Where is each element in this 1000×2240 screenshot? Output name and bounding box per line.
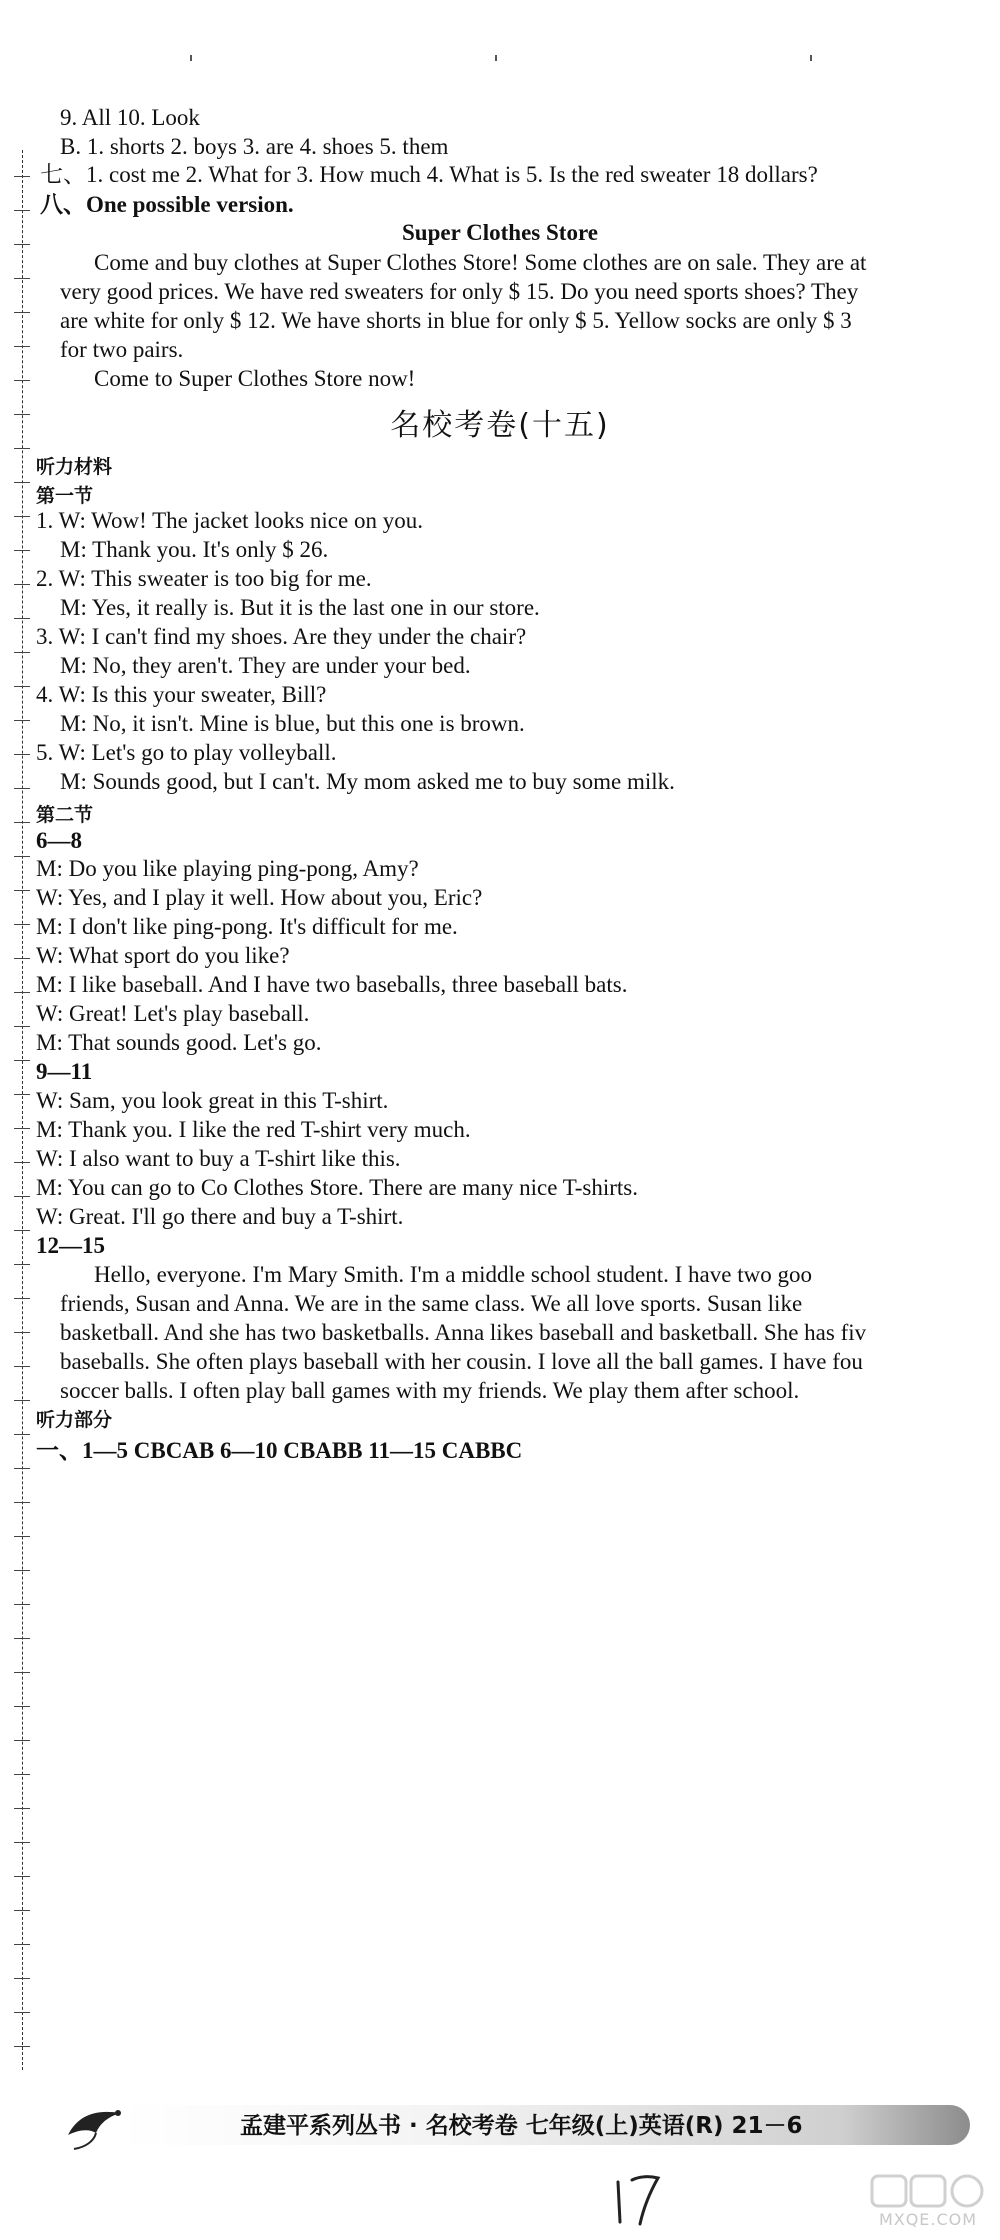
group-1-line-7: M: That sounds good. Let's go.: [36, 1030, 322, 1055]
group-3-line-3: basketball. And she has two basketballs. Anna likes baseball and basketball. She has fiv: [60, 1320, 867, 1345]
page-footer: [60, 2095, 960, 2155]
answer-line-4: 八、One possible version.: [40, 192, 294, 217]
group-1-line-6: W: Great! Let's play baseball.: [36, 1001, 310, 1026]
answer-line-1: 9. All 10. Look: [60, 105, 200, 130]
dialogue-4-m: M: No, it isn't. Mine is blue, but this one is brown.: [60, 711, 525, 736]
essay-title: Super Clothes Store: [402, 220, 598, 245]
group-2-line-2: M: Thank you. I like the red T-shirt very much.: [36, 1117, 471, 1142]
group-2-line-4: M: You can go to Co Clothes Store. There are many nice T-shirts.: [36, 1175, 638, 1200]
dialogue-2-w: 2. W: This sweater is too big for me.: [36, 566, 372, 591]
group-3-line-1: Hello, everyone. I'm Mary Smith. I'm a middle school student. I have two goo: [94, 1262, 812, 1287]
group-1-line-1: M: Do you like playing ping-pong, Amy?: [36, 856, 419, 881]
essay-line-4: for two pairs.: [60, 337, 184, 362]
watermark-logo: [868, 2170, 988, 2235]
dialogue-2-m: M: Yes, it really is. But it is the last one in our store.: [60, 595, 540, 620]
section-title: 名校考卷(十五): [390, 408, 610, 443]
answer-line-2: B. 1. shorts 2. boys 3. are 4. shoes 5. them: [60, 134, 449, 159]
group-3-line-2: friends, Susan and Anna. We are in the same class. We all love sports. Susan like: [60, 1291, 803, 1316]
dialogue-5-w: 5. W: Let's go to play volleyball.: [36, 740, 337, 765]
group-1-line-3: M: I don't like ping-pong. It's difficult for me.: [36, 914, 458, 939]
group-2-line-5: W: Great. I'll go there and buy a T-shirt.: [36, 1204, 404, 1229]
watermark-glyphs: [868, 2170, 988, 2210]
group-1-line-5: M: I like baseball. And I have two baseballs, three baseball bats.: [36, 972, 628, 997]
essay-closing: Come to Super Clothes Store now!: [94, 366, 416, 391]
listening-heading: 听力材料: [36, 456, 113, 478]
answer-line-3: 七、1. cost me 2. What for 3. How much 4. What is 5. Is the red sweater 18 dollars?: [40, 162, 818, 187]
dialogue-5-m: M: Sounds good, but I can't. My mom asked me to buy some milk.: [60, 769, 675, 794]
essay-line-1: Come and buy clothes at Super Clothes Store! Some clothes are on sale. They are at: [94, 250, 867, 275]
group-1-line-4: W: What sport do you like?: [36, 943, 290, 968]
part1-heading: 第一节: [36, 485, 94, 507]
group-1-label: 6—8: [36, 828, 82, 853]
essay-line-2: very good prices. We have red sweaters for only $ 15. Do you need sports shoes? They: [60, 279, 859, 304]
crane-logo-icon: [60, 2095, 130, 2155]
group-3-line-5: soccer balls. I often play ball games with my friends. We play them after school.: [60, 1378, 800, 1403]
footer-text: 孟建平系列丛书 · 名校考卷 七年级(上)英语(R) 21－6: [240, 2113, 803, 2139]
group-1-line-2: W: Yes, and I play it well. How about you, Eric?: [36, 885, 483, 910]
essay-line-3: are white for only $ 12. We have shorts in blue for only $ 5. Yellow socks are only $ 3: [60, 308, 852, 333]
dialogue-3-w: 3. W: I can't find my shoes. Are they under the chair?: [36, 624, 527, 649]
group-3-line-4: baseballs. She often plays baseball with her cousin. I love all the ball games. I have fou: [60, 1349, 863, 1374]
watermark-text: MXQE.COM: [878, 2210, 978, 2229]
dialogue-1-w: 1. W: Wow! The jacket looks nice on you.: [36, 508, 423, 533]
group-3-label: 12—15: [36, 1233, 105, 1258]
group-2-label: 9—11: [36, 1059, 93, 1084]
group-2-line-1: W: Sam, you look great in this T-shirt.: [36, 1088, 389, 1113]
answers-heading: 听力部分: [36, 1409, 113, 1431]
dialogue-3-m: M: No, they aren't. They are under your bed.: [60, 653, 471, 678]
answers-line: 一、1—5 CBCAB 6—10 CBABB 11—15 CABBC: [36, 1438, 523, 1463]
group-2-line-3: W: I also want to buy a T-shirt like this.: [36, 1146, 401, 1171]
part2-heading: 第二节: [36, 804, 94, 826]
dialogue-1-m: M: Thank you. It's only $ 26.: [60, 537, 329, 562]
dialogue-4-w: 4. W: Is this your sweater, Bill?: [36, 682, 327, 707]
handwritten-page-number: [610, 2170, 670, 2230]
